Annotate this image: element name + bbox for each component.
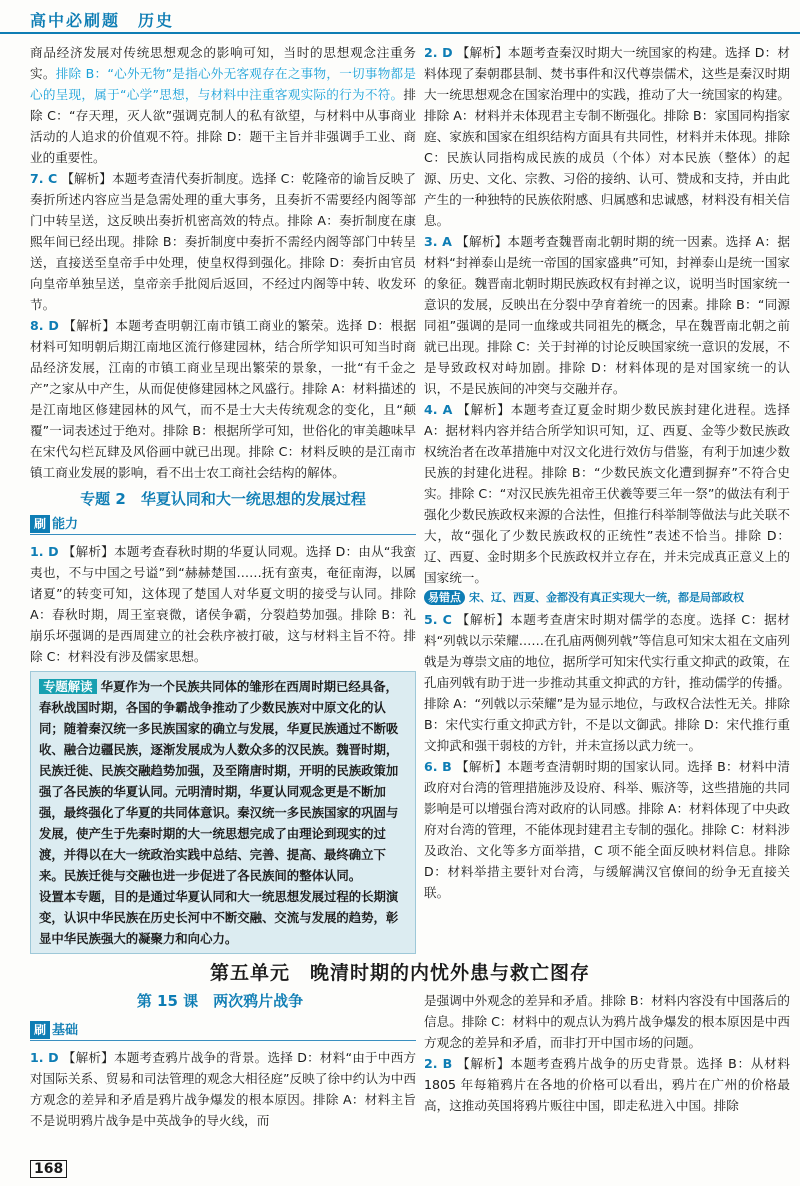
bottom-answer-2: 2. B 【解析】本题考查鸦片战争的历史背景。选择 B：从材料 1805 年每箱鸦片在各地的价格可以看出，鸦片在广州的价格最高，这推动英国将鸦片贩往中国，即走私进入中国。排除: [424, 1056, 790, 1113]
bottom-answer-1: 1. D 【解析】本题考查鸦片战争的背景。选择 D：材料“由于中西方对国际关系、贸易和司法管理的观念大相径庭”反映了徐中约认为中西方观念的差异和矛盾是鸦片战争爆发的根本原因。排除 A：材料主旨不是说明鸦片战争是中英战争的导火线，而: [30, 1050, 416, 1128]
topic-explanation-box: [30, 671, 416, 954]
error-note: [424, 590, 790, 605]
section-label-base: [30, 1020, 416, 1041]
label-badge: 刷: [30, 1021, 50, 1039]
note-text: 宋、辽、西夏、金都没有真正实现大一统，都是局部政权: [469, 591, 744, 604]
bottom-right-column: [424, 990, 790, 1116]
page-header: [0, 0, 800, 34]
answer-4: 4. A 【解析】本题考查辽夏金时期少数民族封建化进程。选择 A：据材料内容并结合所学知识可知，辽、西夏、金等少数民族政权统治者在改革措施中对汉文化进行效仿与借鉴，有利于加速少数民族的封建化进程。排除 B：“少数民族文化遭到摒弃”不符合史实。排除 C：“对汉民族先祖帝王伏羲等要三年一祭”的做法有利于强化少数民族政权来源的合法性，但推行科举制等做法与此关联不大，故“强化了少数民族政权的正统性”表述不恰当。排除 D：辽、西夏、金时期多个民族政权并立存在，并未完成真正意义上的国家统一。: [424, 402, 791, 585]
explain-badge: 专题解读: [39, 679, 97, 694]
answer-2: 2. D 【解析】本题考查秦汉时期大一统国家的构建。选择 D：材料体现了秦朝郡县制、焚书事件和汉代尊崇儒术，这些是秦汉时期大一统思想观念在国家治理中的实践，推动了大一统国家的构建。排除 A：材料并未体现君主专制不断强化。排除 B：家国同构指家庭、家族和国家在组织结构方面具有共同性，材料并未体现。排除 C：民族认同指构成民族的成员（个体）对本民族（整体）的起源、历史、文化、宗教、习俗的接纳、认可、赞成和支持，并由此产生的一种独特的民族依附感、归属感和忠诚感，材料没有相关信息。: [424, 45, 790, 228]
right-column: [424, 42, 790, 903]
answer-7: 7. C 【解析】本题考查清代奏折制度。选择 C：乾隆帝的谕旨反映了奏折所述内容应当是急需处理的重大事务，且奏折不需要经内阁等部门中转呈送，这反映出奏折机密高效的特点。排除 A：奏折制度在康熙年间已经出现。排除 B：奏折制度中奏折不需经内阁等部门中转呈送，直接送至皇帝手中处理，使皇权得到强化。排除 D：奏折由官员向皇帝单独呈送，皇帝亲手批阅后返回，不经过内阁等中转、收发环节。: [30, 171, 416, 312]
section-label-ability: [30, 514, 416, 535]
left-p0: 商品经济发展对传统思想观念的影响可知，当时的思想观念注重务实。排除 B：“心外无物”是指心外无客观存在之事物，一切事物都是心的呈现，属于“心学”思想，与材料中注重客观实际的行为不符。排除 C：“存天理，灭人欲”强调克制人的私有欲望，与材料中从事商业活动的人追求的价值观不符。排除 D：题干主旨并非强调手工业、商业的重要性。: [30, 45, 417, 165]
answer-3: 3. A 【解析】本题考查魏晋南北朝时期的统一因素。选择 A：据材料“封禅泰山是统一帝国的国家盛典”可知，封禅泰山是统一国家的象征。魏晋南北朝时期民族政权有封禅之议，说明当时国家统一意识的发展，反映出在分裂中孕育着统一的因素。排除 B：“同源同祖”强调的是同一血缘或共同祖先的概念，早在魏晋南北朝之前就已出现。排除 C：关于封禅的讨论反映国家统一意识的发展，不是导致政权对峙加剧。排除 D：材料体现的是对国家统一的认识，不是民族间的冲突与交融并存。: [424, 234, 790, 396]
header-title: 高中必刷题 历史: [30, 11, 175, 30]
answer-8: 8. D 【解析】本题考查明朝江南市镇工商业的繁荣。选择 D：根据材料可知明朝后期江南地区流行修建园林，结合所学知识可知当时商品经济发展，江南的市镇工商业呈现出繁荣的景象，一批“有千金之产”之家从中产生，从而促使修建园林之风盛行。排除 A：材料描述的是江南地区修建园林的风气，而不是士大夫传统观念的变化，且“颠覆”一词表述过于绝对。排除 B：根据所学可知，世俗化的审美趣味早在宋代勾栏瓦肆及风俗画中就已出现。排除 C：材料反映的是江南市镇工商业发展的影响，看不出士农工商社会结构的解体。: [30, 318, 416, 480]
explain-text-2: 设置本专题，目的是通过华夏认同和大一统思想发展过程的长期演变，认识中华民族在历史长河中不断交融、交流与发展的趋势，彰显中华民族强大的凝聚力和向心力。: [39, 889, 399, 946]
bottom-left-column: [30, 1018, 416, 1131]
answer-1: 1. D 【解析】本题考查春秋时期的华夏认同观。选择 D：由从“我蛮夷也，不与中国之号谥”到“赫赫楚国……抚有蛮夷，奄征南海，以属诸夏”的转变可知，这体现了楚国人对华夏文明的接受与认同。排除 A：春秋时期，周王室衰微，诸侯争霸，分裂趋势加强。排除 B：礼崩乐坏强调的是西周建立的社会秩序被打破，这与材料主旨不符。排除 C：材料没有涉及儒家思想。: [30, 544, 416, 664]
unit-title: 第五单元 晚清时期的内忧外患与救亡图存: [209, 962, 590, 984]
explain-text: 华夏作为一个民族共同体的雏形在西周时期已经具备，春秋战国时期，各国的争霸战争推动了少数民族对中原文化的认同；随着秦汉统一多民族国家的确立与发展，华夏民族通过不断吸收、融合边疆民族，逐渐发展成为人数众多的汉民族。魏晋时期，民族迁徙、民族交融趋势加强，及至隋唐时期，开明的民族政策加强了各民族的华夏认同。元明清时期，华夏认同观念更是不断加强，最终强化了华夏的共同体意识。秦汉统一多民族国家的巩固与发展，使产生于先秦时期的大一统思想完成了由理论到现实的过渡，并得以在大一统政治实践中总结、完善、提高、最终确立下来。民族迁徙与交融也进一步促进了各民族间的整体认同。: [39, 679, 399, 883]
topic-title: 专题 2 华夏认同和大一统思想的发展过程: [80, 490, 366, 508]
bottom-right-p0: 是强调中外观念的差异和矛盾。排除 B：材料内容没有中国落后的信息。排除 C：材料中的观点认为鸦片战争爆发的根本原因是中西方观念的差异和矛盾，而非打开中国市场的问题。: [424, 993, 790, 1050]
header-divider: [0, 32, 800, 34]
answer-6: 6. B 【解析】本题考查清朝时期的国家认同。选择 B：材料中清政府对台湾的管理措施涉及设府、科举、赈济等，这些措施的共同影响是可以增强台湾对政府的认同感。排除 A：材料体现了中央政府对台湾的管理，不能体现封建君主专制的强化。排除 C：材料涉及政治、文化等多方面举措，C 项不能全面反映材料信息。排除 D：材料举措主要针对台湾，与缓解满汉官僚间的纷争无直接关联。: [424, 759, 790, 900]
page-number: 168: [30, 1160, 67, 1178]
lesson-title: 第 15 课 两次鸦片战争: [136, 992, 304, 1010]
left-column: [30, 42, 416, 960]
label-text: 能力: [52, 516, 79, 532]
label-text: 基础: [52, 1022, 79, 1038]
note-badge: 易错点: [424, 590, 465, 605]
answer-5: 5. C 【解析】本题考查唐宋时期对儒学的态度。选择 C：据材料“列戟以示荣耀……在孔庙两侧列戟”等信息可知宋太祖在文庙列戟是为尊崇文庙的地位，据所学可知宋代实行重文抑武的政策，在孔庙列戟有助于进一步推动其重文抑武的方针，推动儒学的传播。排除 A：“列戟以示荣耀”是为显示地位，与政权合法性无关。排除 B：宋代实行重文抑武方针，不是以文御武。排除 D：宋代推行重文抑武和强干弱枝的方针，并未宣扬以武力统一。: [424, 612, 790, 753]
label-badge: 刷: [30, 515, 50, 533]
